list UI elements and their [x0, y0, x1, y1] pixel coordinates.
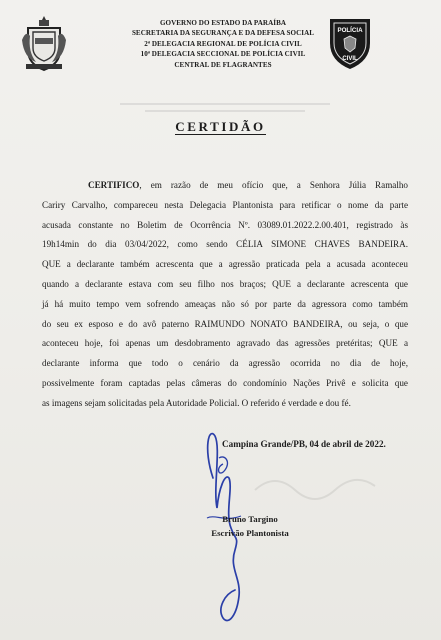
body-line-2: Cariry Carvalho, compareceu nesta Delegacia Plantonista para retificar o nome da parte — [42, 199, 408, 210]
document-header — [80, 18, 366, 70]
place-and-date: Campina Grande/PB, 04 de abril de 2022. — [222, 439, 386, 449]
body-line-10: declarante informa que todo o cenário da agressão ocorrida no dia de hoje, — [42, 358, 408, 369]
state-coat-of-arms-icon — [20, 14, 68, 74]
body-line-6: quando a declarante estava com seu filho nos braços; QUE a declarante acrescenta que — [42, 278, 408, 289]
header-line-regional-office: 2ª DELEGACIA REGIONAL DE POLÍCIA CIVIL — [144, 39, 302, 48]
body-line-4: 19h14min do dia 03/04/2022, como sendo CÉLIA SIMONE CHAVES BANDEIRA. — [42, 239, 408, 250]
body-line-9: aconteceu hoje, foi apenas um desdobramento agravado das agressões pretéritas; QUE a — [42, 338, 408, 349]
badge-top-text: POLÍCIA — [337, 27, 363, 34]
body-line-3: acusada constante no Boletim de Ocorrência Nº. 03089.01.2022.2.00.401, registrado às — [42, 219, 408, 230]
body-line-8: do seu ex esposo e do avô paterno RAIMUNDO NONATO BANDEIRA, ou seja, o que — [42, 318, 408, 329]
body-line-7: já há muito tempo vem sofrendo ameaças não só por parte da agressora como também — [42, 298, 408, 309]
header-line-sectional-office: 10ª DELEGACIA SECCIONAL DE POLÍCIA CIVIL — [140, 50, 306, 59]
certificate-body — [42, 176, 408, 414]
header-line-secretariat: SECRETARIA DA SEGURANÇA E DA DEFESA SOCIAL — [131, 29, 315, 38]
certifico-lead: CERTIFICO — [88, 180, 140, 190]
policia-civil-badge-icon — [325, 15, 375, 71]
signer-name: Bruno Targino — [222, 514, 278, 524]
header-line-central: CENTRAL DE FLAGRANTES — [174, 60, 272, 69]
document-title: CERTIDÃO — [175, 119, 266, 134]
header-line-government: GOVERNO DO ESTADO DA PARAÍBA — [159, 19, 287, 27]
badge-bottom-text: CIVIL — [342, 56, 358, 62]
body-line-11: possivelmente foram captadas pelas câmeras do condomínio Nações Privê e solicita que — [42, 377, 408, 388]
signature-block — [185, 512, 315, 540]
body-line-12: as imagens sejam solicitadas pela Autoridade Policial. O referido é verdade e dou fé. — [42, 397, 351, 408]
body-line-1: CERTIFICO, em razão de meu ofício que, a Senhora Júlia Ramalho — [88, 180, 408, 190]
signer-role: Escrivão Plantonista — [211, 528, 289, 538]
body-line-5: QUE a declarante também acrescenta que a agressão praticada pela a acusada aconteceu — [42, 259, 408, 270]
